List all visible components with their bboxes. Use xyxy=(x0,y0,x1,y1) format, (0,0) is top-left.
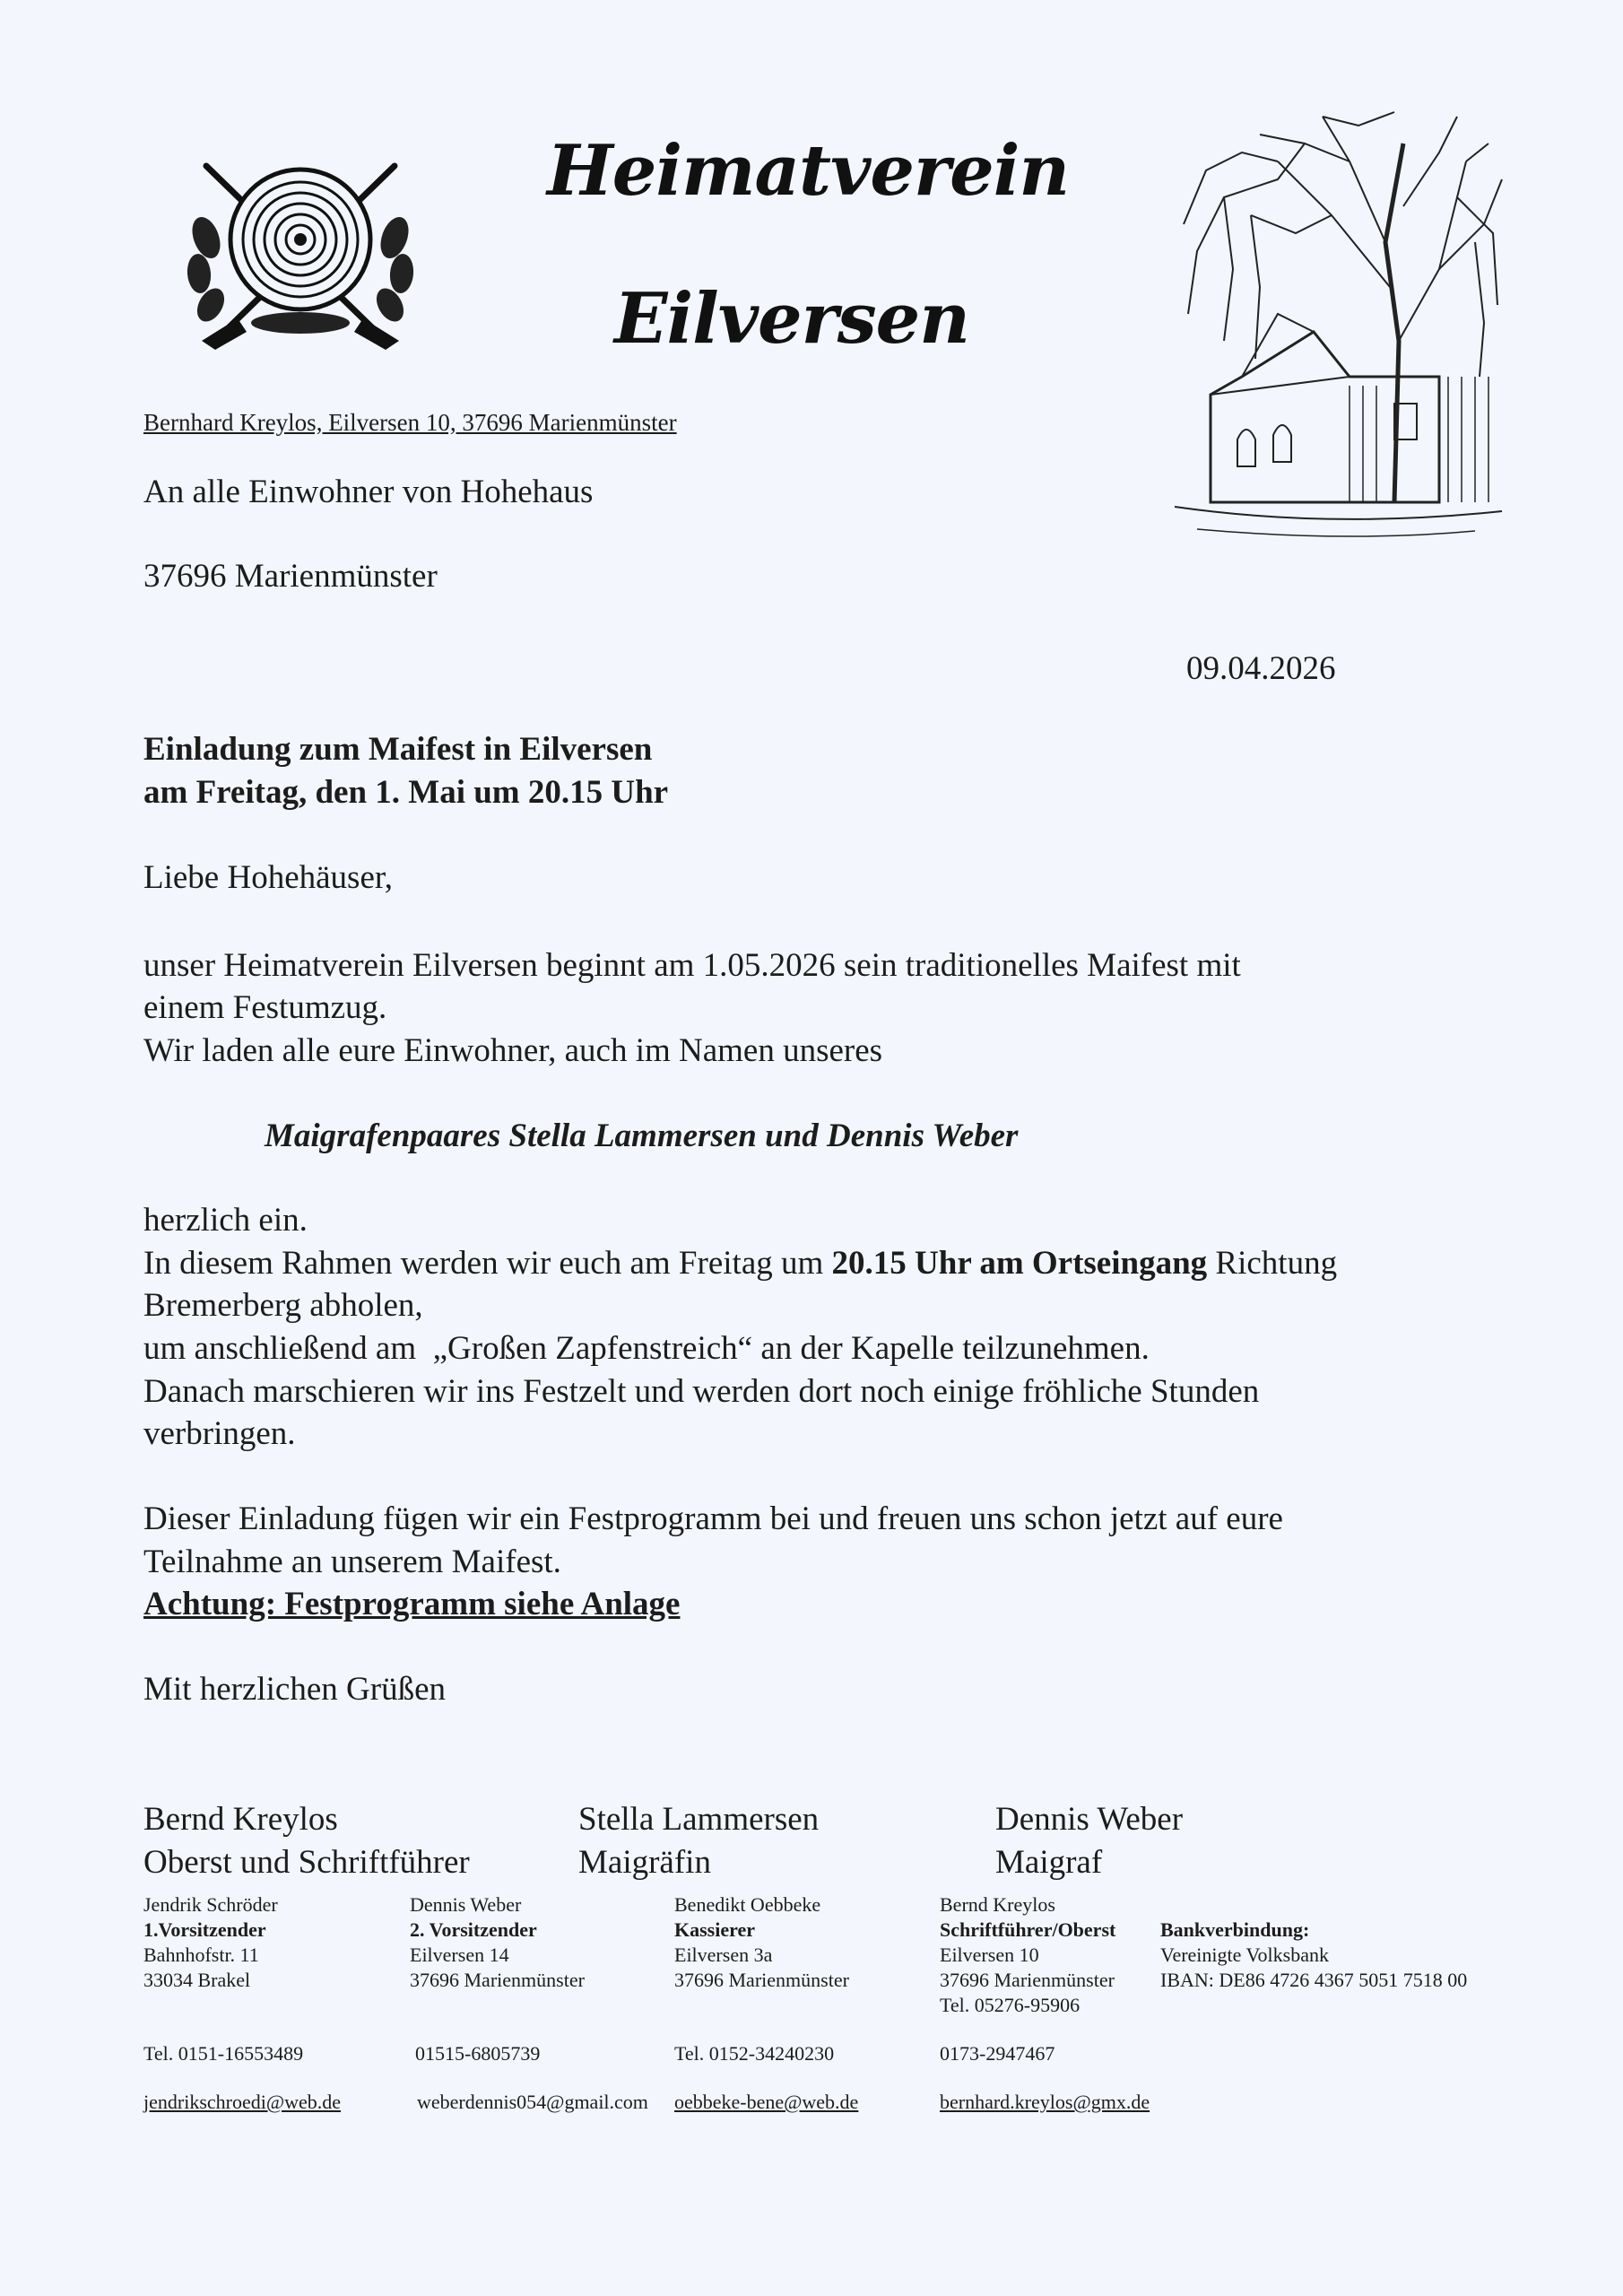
bank-details xyxy=(1160,1918,1467,1993)
bank-label: Bankverbindung: xyxy=(1160,1918,1310,1941)
signature-role: Oberst und Schriftführer xyxy=(143,1844,470,1881)
contact-role: 1.Vorsitzender xyxy=(143,1918,266,1941)
bank-iban: IBAN: DE86 4726 4367 5051 7518 00 xyxy=(1160,1969,1468,1991)
footer-contact-2 xyxy=(410,1892,585,1993)
contact-city: 37696 Marienmünster xyxy=(674,1969,849,1991)
signature-1 xyxy=(143,1798,470,1884)
contact-phone-2: 01515-6805739 xyxy=(415,2042,541,2065)
body-p2-line2 xyxy=(143,1242,1337,1285)
salutation: Liebe Hohehäuser, xyxy=(143,859,393,896)
letter-date: 09.04.2026 xyxy=(1186,650,1336,687)
attention-note: Achtung: Festprogramm siehe Anlage xyxy=(143,1586,681,1622)
chapel-sketch-icon xyxy=(1170,108,1506,547)
body-p3-line2: Teilnahme an unserem Maifest. xyxy=(143,1544,561,1580)
signature-name: Dennis Weber xyxy=(995,1801,1184,1838)
body-p2-line6: verbringen. xyxy=(143,1415,296,1452)
body-p2-line3: Bremerberg abholen, xyxy=(143,1287,423,1324)
contact-street: Eilversen 14 xyxy=(410,1944,509,1966)
subject-line2: am Freitag, den 1. Mai um 20.15 Uhr xyxy=(143,774,669,811)
club-title-line1: Heimatverein xyxy=(547,130,1070,212)
contact-email-3[interactable]: oebbeke-bene@web.de xyxy=(674,2091,859,2113)
contact-phone-3: Tel. 0152-34240230 xyxy=(674,2042,835,2065)
body-p1-line1: unser Heimatverein Eilversen beginnt am 1.05.2026 sein traditionelles Maifest mit xyxy=(143,947,1241,984)
footer-contact-3 xyxy=(674,1892,849,1993)
meeting-time-location: 20.15 Uhr am Ortseingang xyxy=(831,1245,1208,1282)
contact-city: 37696 Marienmünster xyxy=(410,1969,585,1991)
contact-email-2[interactable]: weberdennis054@gmail.com xyxy=(417,2091,648,2113)
contact-name: Jendrik Schröder xyxy=(143,1893,278,1916)
contact-email-4[interactable]: bernhard.kreylos@gmx.de xyxy=(940,2091,1150,2113)
contact-city: 33034 Brakel xyxy=(143,1969,251,1991)
contact-street: Eilversen 10 xyxy=(940,1944,1039,1966)
signature-name: Stella Lammersen xyxy=(578,1801,820,1838)
body-p1-line2: einem Festumzug. xyxy=(143,989,387,1026)
signature-role: Maigraf xyxy=(995,1844,1103,1881)
signature-3 xyxy=(995,1798,1183,1884)
club-title-line2: Eilversen xyxy=(614,278,970,360)
signature-role: Maigräfin xyxy=(578,1844,711,1881)
subject-line1: Einladung zum Maifest in Eilversen xyxy=(143,731,653,768)
contact-role: Schriftführer/Oberst xyxy=(940,1918,1116,1941)
target-logo-icon xyxy=(170,157,430,350)
body-p2-line2-pre: In diesem Rahmen werden wir euch am Freitag um xyxy=(143,1245,832,1282)
contact-name: Benedikt Oebbeke xyxy=(674,1893,821,1916)
sender-address: Bernhard Kreylos, Eilversen 10, 37696 Marienmünster xyxy=(143,409,677,436)
contact-street: Eilversen 3a xyxy=(674,1944,773,1966)
contact-phone-4: 0173-2947467 xyxy=(940,2042,1055,2065)
closing: Mit herzlichen Grüßen xyxy=(143,1671,446,1708)
bank-name: Vereinigte Volksbank xyxy=(1160,1944,1329,1966)
contact-name: Bernd Kreylos xyxy=(940,1893,1055,1916)
body-p1-line3: Wir laden alle eure Einwohner, auch im Namen unseres xyxy=(143,1032,883,1069)
body-p2-line1: herzlich ein. xyxy=(143,1202,308,1239)
contact-email-1[interactable]: jendrikschroedi@web.de xyxy=(143,2091,342,2113)
contact-role: Kassierer xyxy=(674,1918,756,1941)
signature-2 xyxy=(578,1798,819,1884)
footer-contact-4 xyxy=(940,1892,1115,2018)
recipient-line2: 37696 Marienmünster xyxy=(143,558,438,595)
contact-street: Bahnhofstr. 11 xyxy=(143,1944,259,1966)
contact-phone-1: Tel. 0151-16553489 xyxy=(143,2042,304,2065)
contact-tel-line: Tel. 05276-95906 xyxy=(940,1994,1081,2016)
body-p2-line4: um anschließend am „Großen Zapfenstreich“ an der Kapelle teilzunehmen. xyxy=(143,1330,1150,1367)
contact-name: Dennis Weber xyxy=(410,1893,522,1916)
contact-city: 37696 Marienmünster xyxy=(940,1969,1115,1991)
signature-name: Bernd Kreylos xyxy=(143,1801,338,1838)
body-p3-line1: Dieser Einladung fügen wir ein Festprogramm bei und freuen uns schon jetzt auf eure xyxy=(143,1500,1283,1537)
body-p2-line5: Danach marschieren wir ins Festzelt und werden dort noch einige fröhliche Stunden xyxy=(143,1373,1260,1410)
footer-contact-1 xyxy=(143,1892,278,1993)
body-p2-line2-post: Richtung xyxy=(1207,1245,1338,1282)
maigraf-couple-highlight: Maigrafenpaares Stella Lammersen und Dennis Weber xyxy=(265,1118,1019,1154)
contact-role: 2. Vorsitzender xyxy=(410,1918,537,1941)
recipient-line1: An alle Einwohner von Hohehaus xyxy=(143,474,594,510)
